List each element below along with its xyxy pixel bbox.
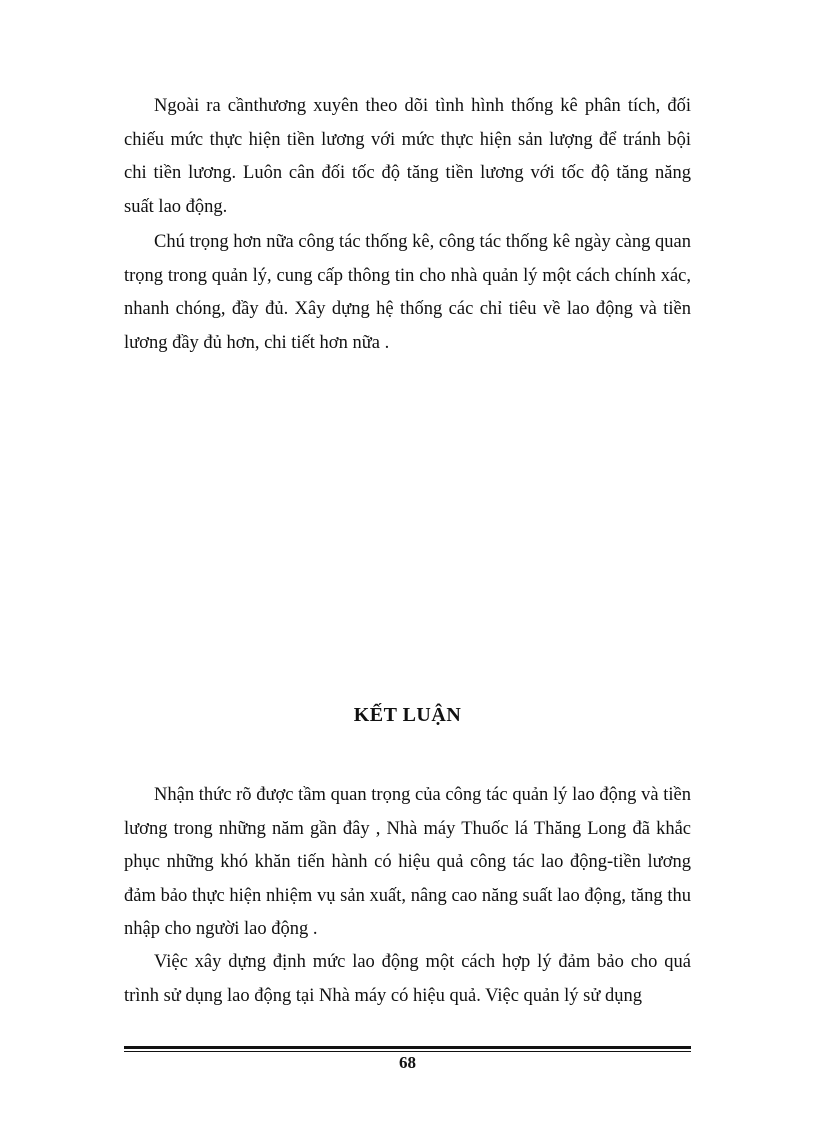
paragraph-statistics-monitoring: Ngoài ra cầnthương xuyên theo dõi tình hình thống kê phân tích, đối chiếu mức thực hiện tiền lương với mức thực hiện sản lượng để tránh bội chi tiền lương. Luôn cân đối tốc độ tăng tiền lương với tốc độ tăng năng suất lao động. [124,96,691,217]
paragraph-conclusion-labor-norms: Việc xây dựng định mức lao động một cách hợp lý đảm bảo cho quá trình sử dụng lao động tại Nhà máy có hiệu quả. Việc quản lý sử dụng [124,952,691,1006]
paragraph-conclusion-awareness: Nhận thức rõ được tầm quan trọng của công tác quản lý lao động và tiền lương trong những năm gần đây , Nhà máy Thuốc lá Thăng Long đã khắc phục những khó khăn tiến hành có hiệu quả công tác lao động-tiền lương đảm bảo thực hiện nhiệm vụ sản xuất, nâng cao năng suất lao động, tăng thu nhập cho người lao động . [124,785,691,939]
footer-divider-thick [124,1046,691,1049]
paragraph-statistics-work: Chú trọng hơn nữa công tác thống kê, công tác thống kê ngày càng quan trọng trong quản lý, cung cấp thông tin cho nhà quản lý một cách chính xác, nhanh chóng, đầy đủ. Xây dựng hệ thống các chỉ tiêu về lao động và tiền lương đầy đủ hơn, chi tiết hơn nữa . [124,232,691,353]
page-number: 68 [399,1053,416,1072]
section-heading-conclusion: KẾT LUẬN [353,704,462,726]
